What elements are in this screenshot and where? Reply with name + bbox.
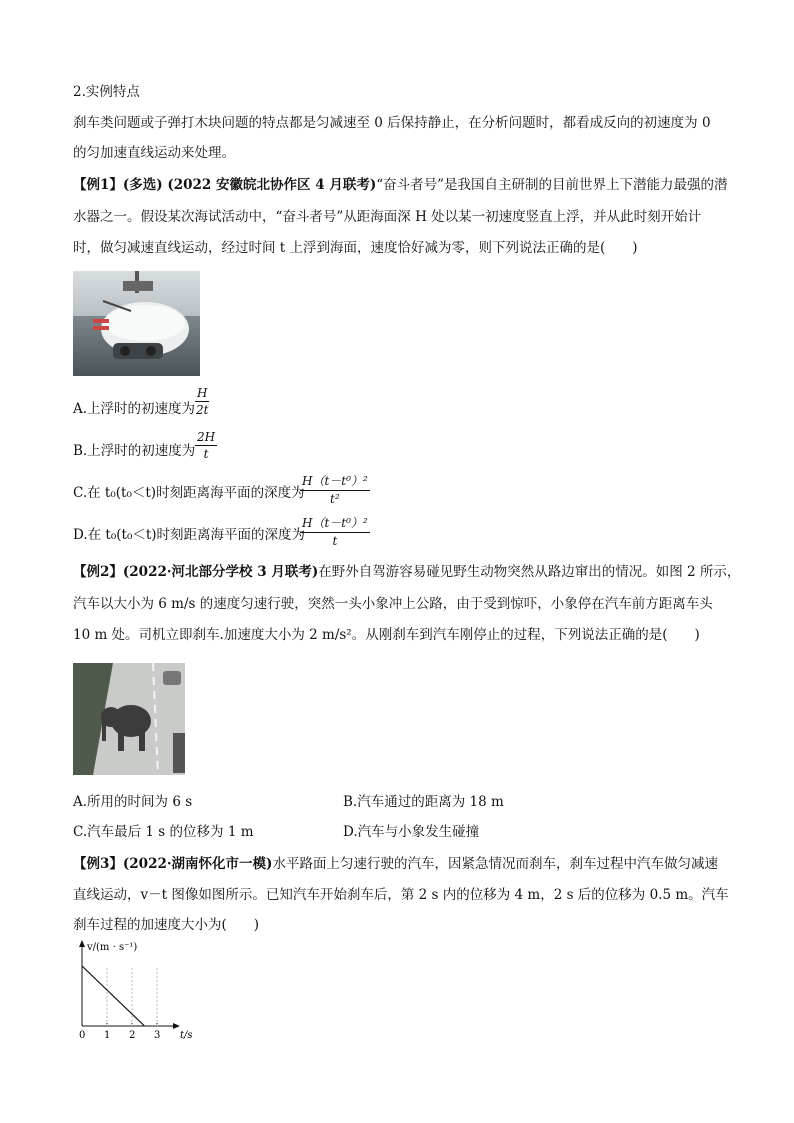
x-axis-label: t/s bbox=[180, 1030, 193, 1041]
example-2-option-b: B.汽车通过的距离为 18 m bbox=[343, 794, 504, 810]
example-2-tag: 【例2】(2022·河北部分学校 3 月联考) bbox=[73, 564, 319, 580]
example-2-line-1 bbox=[73, 562, 740, 582]
option-c-numerator: H（t－t⁰）² bbox=[300, 472, 370, 491]
y-axis-arrow bbox=[79, 940, 85, 947]
option-c-fraction bbox=[300, 472, 370, 506]
option-a-fraction bbox=[195, 386, 209, 417]
option-b-fraction bbox=[195, 430, 217, 461]
option-d-fraction bbox=[300, 514, 370, 548]
velocity-line bbox=[82, 966, 145, 1026]
x-tick-label: 1 bbox=[104, 1030, 111, 1041]
section-paragraph-line-2: 的匀加速直线运动来处理。 bbox=[73, 145, 235, 161]
example-1-option-c: C.在 t₀(t₀＜t)时刻距离海平面的深度为 bbox=[73, 485, 305, 501]
example-1-line-1 bbox=[73, 175, 728, 195]
example-3-line-1 bbox=[73, 854, 718, 874]
example-2-option-c: C.汽车最后 1 s 的位移为 1 m bbox=[73, 824, 254, 840]
example-1-option-d: D.在 t₀(t₀＜t)时刻距离海平面的深度为 bbox=[73, 527, 306, 543]
option-b-denominator: t bbox=[203, 447, 209, 461]
example-2-line-3: 10 m 处。司机立即刹车.加速度大小为 2 m/s²。从刚刹车到汽车刚停止的过程，下列说法正确的是( ) bbox=[73, 627, 700, 643]
y-axis-label: v/(m · s⁻¹) bbox=[87, 942, 138, 953]
example-2-option-a: A.所用的时间为 6 s bbox=[73, 794, 193, 810]
option-a-denominator: 2t bbox=[196, 403, 209, 417]
example-2-intro: 在野外自驾游容易碰见野生动物突然从路边窜出的情况。如图 2 所示， bbox=[318, 564, 741, 580]
elephant-road-photo bbox=[73, 663, 185, 775]
vt-chart bbox=[70, 938, 210, 1043]
example-3-tag: 【例3】(2022·湖南怀化市一模) bbox=[73, 856, 273, 872]
x-tick-label: 3 bbox=[154, 1030, 161, 1041]
example-2-option-d: D.汽车与小象发生碰撞 bbox=[343, 824, 480, 840]
submarine-photo bbox=[73, 271, 200, 376]
example-3-line-2: 直线运动，v－t 图像如图所示。已知汽车开始刹车后，第 2 s 内的位移为 4 m，2 s 后的位移为 0.5 m。汽车 bbox=[73, 887, 729, 903]
option-d-numerator: H（t－t⁰）² bbox=[300, 514, 370, 533]
option-d-denominator: t bbox=[332, 534, 338, 548]
option-a-numerator: H bbox=[197, 386, 208, 400]
x-axis-arrow bbox=[173, 1023, 180, 1029]
example-1-option-a: A.上浮时的初速度为 bbox=[73, 401, 196, 417]
example-3-line-3: 刹车过程的加速度大小为( ) bbox=[73, 917, 260, 933]
example-1-line-2: 水器之一。假设某次海试活动中，“奋斗者号”从距海面深 H 处以某一初速度竖直上浮，并从此时刻开始计 bbox=[73, 209, 702, 225]
option-b-numerator: 2H bbox=[197, 430, 216, 444]
x-tick-label: 0 bbox=[79, 1030, 86, 1041]
example-1-line-3: 时，做匀减速直线运动，经过时间 t 上浮到海面，速度恰好减为零，则下列说法正确的是( ) bbox=[73, 240, 638, 256]
section-heading: 2.实例特点 bbox=[73, 84, 140, 100]
example-1-intro: “奋斗者号”是我国自主研制的目前世界上下潜能力最强的潜 bbox=[376, 177, 728, 193]
example-1-option-b: B.上浮时的初速度为 bbox=[73, 443, 196, 459]
example-3-intro: 水平路面上匀速行驶的汽车，因紧急情况而刹车，刹车过程中汽车做匀减速 bbox=[272, 856, 718, 872]
example-2-line-2: 汽车以大小为 6 m/s 的速度匀速行驶，突然一头小象冲上公路，由于受到惊吓，小象停在汽车前方距离车头 bbox=[73, 596, 713, 612]
section-paragraph-line-1: 刹车类问题或子弹打木块问题的特点都是匀减速至 0 后保持静止，在分析问题时，都看成反向的初速度为 0 bbox=[73, 115, 711, 131]
x-tick-label: 2 bbox=[129, 1030, 136, 1041]
example-1-tag: 【例1】(多选) (2022 安徽皖北协作区 4 月联考) bbox=[73, 177, 377, 193]
option-c-denominator: t² bbox=[330, 492, 340, 506]
